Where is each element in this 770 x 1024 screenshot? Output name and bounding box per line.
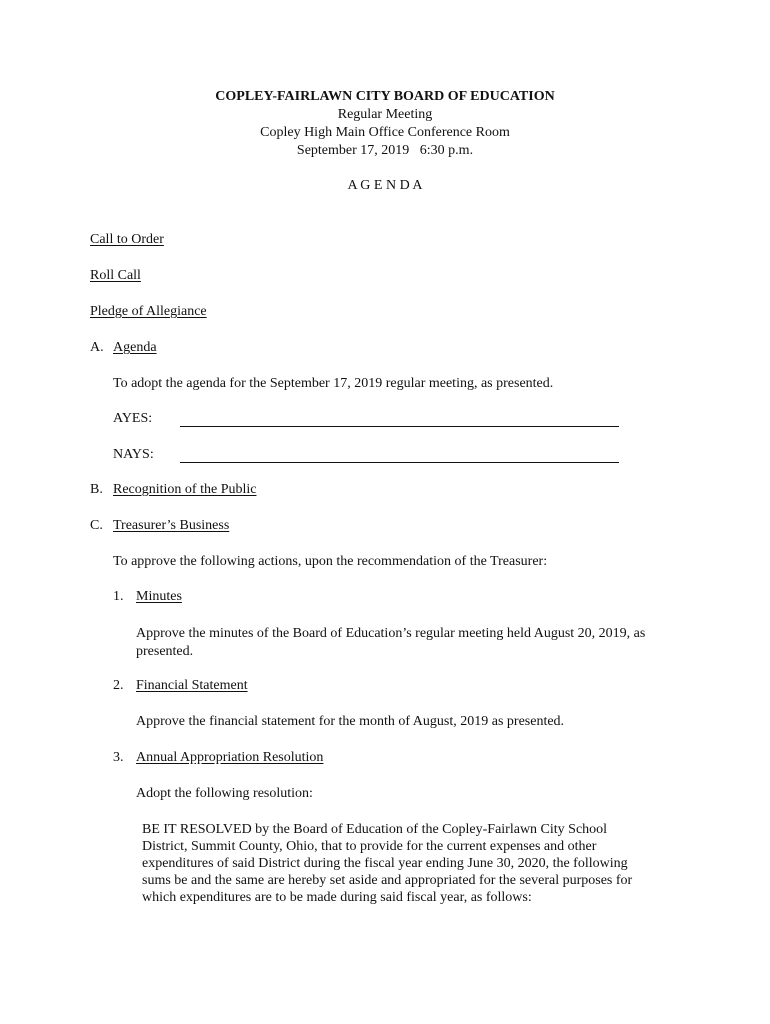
meeting-location: Copley High Main Office Conference Room xyxy=(260,125,510,140)
item-3-title: Annual Appropriation Resolution xyxy=(136,750,324,765)
section-a-marker: A. xyxy=(90,340,104,355)
resolution-line-2: District, Summit County, Ohio, that to provide for the current expenses and other xyxy=(142,839,597,854)
section-c-marker: C. xyxy=(90,518,103,533)
board-name-heading: COPLEY-FAIRLAWN CITY BOARD OF EDUCATION xyxy=(215,89,555,104)
nays-label: NAYS: xyxy=(113,447,154,462)
section-a-text: To adopt the agenda for the September 17, 2019 regular meeting, as presented. xyxy=(113,376,554,391)
section-c-title: Treasurer’s Business xyxy=(113,518,230,533)
meeting-datetime: September 17, 2019 6:30 p.m. xyxy=(296,143,474,158)
section-a-title: Agenda xyxy=(113,340,157,355)
ayes-label: AYES: xyxy=(113,411,153,426)
resolution-line-5: which expenditures are to be made during said fiscal year, as follows: xyxy=(142,890,532,905)
resolution-line-3: expenditures of said District during the fiscal year ending June 30, 2020, the following xyxy=(142,856,628,871)
item-1-text-line2: presented. xyxy=(136,644,194,659)
roll-call: Roll Call xyxy=(90,268,141,283)
item-2-title: Financial Statement xyxy=(136,678,248,693)
item-2-text: Approve the financial statement for the month of August, 2019 as presented. xyxy=(136,714,565,729)
section-b-marker: B. xyxy=(90,482,103,497)
resolution-line-4: sums be and the same are hereby set aside and appropriated for the several purposes for xyxy=(142,873,633,888)
item-1-text-line1: Approve the minutes of the Board of Education’s regular meeting held August 20, 2019, as xyxy=(136,626,646,641)
item-1-title: Minutes xyxy=(136,589,182,604)
section-b-title: Recognition of the Public xyxy=(113,482,257,497)
item-1-number: 1. xyxy=(113,589,124,604)
ayes-blank-line xyxy=(180,426,619,427)
meeting-type: Regular Meeting xyxy=(337,107,433,122)
nays-blank-line xyxy=(180,462,619,463)
item-3-number: 3. xyxy=(113,750,124,765)
item-2-number: 2. xyxy=(113,678,124,693)
pledge-of-allegiance: Pledge of Allegiance xyxy=(90,304,207,319)
agenda-heading: A G E N D A xyxy=(347,178,423,193)
resolution-line-1: BE IT RESOLVED by the Board of Education of the Copley-Fairlawn City School xyxy=(142,822,608,837)
call-to-order: Call to Order xyxy=(90,232,164,247)
section-c-intro: To approve the following actions, upon the recommendation of the Treasurer: xyxy=(113,554,548,569)
item-3-text: Adopt the following resolution: xyxy=(136,786,313,801)
